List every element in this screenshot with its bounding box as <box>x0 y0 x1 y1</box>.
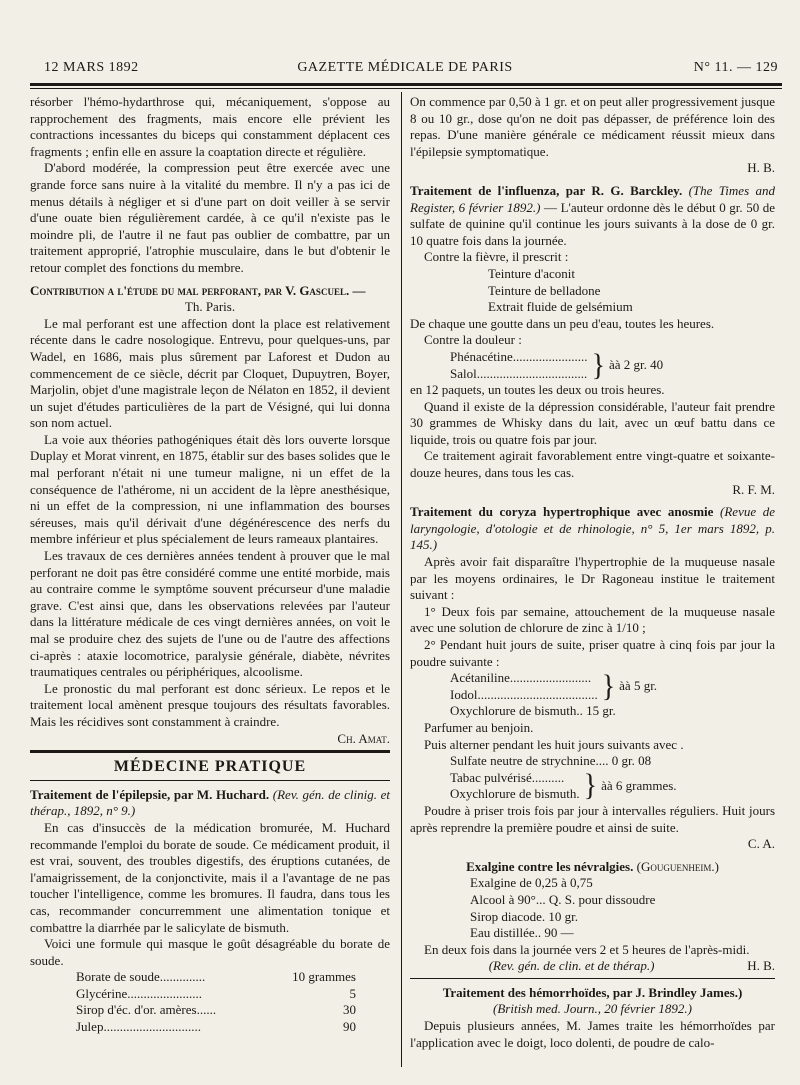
article-title-influenza <box>410 183 775 249</box>
article-title-epilepsie <box>30 787 390 820</box>
paragraph: On commence par 0,50 à 1 gr. et on peut aller progressivement jusque 8 ou 10 gr., dose qu'on ne doit pas dépasser, de préférence loin des repas. D'une manière générale ce médicament réussit mieux dans l'épilepsie symptomatique. <box>410 94 775 159</box>
prescription-item: Extrait fluide de gelsémium <box>488 299 633 315</box>
paragraph: Depuis plusieurs années, M. James traite les hémorrhoïdes par l'application avec le doigt, loco dolenti, de poudre de calo- <box>410 1018 775 1050</box>
prescription-item: Oxychlorure de bismuth.. 15 gr. <box>450 703 616 719</box>
prescription-item: Eau distillée.. 90 — <box>470 925 574 941</box>
quantity: 30 <box>343 1002 356 1018</box>
signature: H. B. <box>747 160 775 176</box>
paragraph: De chaque une goutte dans un peu d'eau, toutes les heures. <box>410 315 715 331</box>
prescription-item: Sulfate neutre de strychnine.... 0 gr. 08 <box>450 753 652 769</box>
paragraph: Après avoir fait disparaître l'hypertrophie de la muqueuse nasale par les moyens ordinaires, le Dr Ragoneau institue le traitement suivant : <box>410 554 775 603</box>
article-title-text: Traitement du coryza hypertrophique avec anosmie <box>410 504 714 520</box>
article-reference: (Rev. gén. de clin. et de thérap.) <box>488 958 655 974</box>
issue-number: N° 11. — 129 <box>693 60 778 75</box>
formula-row <box>76 986 390 1003</box>
article-author: Th. Paris. <box>184 299 236 315</box>
quantity: àà 2 gr. 40 <box>609 357 664 373</box>
prescription-list <box>470 875 775 941</box>
formula-row <box>76 1019 390 1036</box>
quantity: 5 <box>349 985 356 1001</box>
ingredient: Glycérine....................... <box>76 985 203 1001</box>
prescription-item: Sirop diacode. 10 gr. <box>470 908 578 924</box>
formula-row <box>76 1002 390 1019</box>
paragraph: Parfumer au benjoin. <box>424 719 534 735</box>
journal-title: GAZETTE MÉDICALE DE PARIS <box>297 60 513 75</box>
paragraph: en 12 paquets, un toutes les deux ou trois heures. <box>410 382 665 398</box>
brace-group <box>450 349 775 382</box>
section-rule <box>30 780 390 781</box>
paragraph: résorber l'hémo-hydarthrose qui, mécaniquement, s'oppose au rapprochement des fragments, mais encore elle prévient les contractions incessantes du biceps qui constamment déplacent ces fragments ; enfin elle en assure la coaptation directe et régulière. <box>30 94 390 159</box>
paragraph: 2° Pendant huit jours de suite, priser quatre à cinq fois par jour la poudre suivante : <box>410 637 775 669</box>
column-divider <box>401 92 402 1067</box>
signature: Ch. Amat. <box>337 730 390 746</box>
paragraph: Ce traitement agirait favorablement entre vingt-quatre et soixante-douze heures, dans tous les cas. <box>410 448 775 481</box>
section-rule <box>30 750 390 753</box>
paragraph: Voici une formule qui masque le goût désagréable du borate de soude. <box>30 936 390 968</box>
right-column <box>410 94 775 1051</box>
paragraph: Poudre à priser trois fois par jour à intervalles réguliers. Huit jours après reprendre la première poudre et ainsi de suite. <box>410 802 775 835</box>
issue-date: 12 MARS 1892 <box>44 60 139 75</box>
paragraph: Le mal perforant est une affection dont la place est relativement récente dans le cadre nosologique. Entrevu, pour quelques-uns, par Wadel, en 1686, mais plus sûrement par Laforest et Dudon au commencement de ce siècle, décrit par Cloquet, Dupuytren, Boyer, Marjolin, objet d'une magistrale leçon de Nélaton en 1852, il devient un sujet d'études particulières de la part de Vésigné, qui lui donna son nom actuel. <box>30 315 390 431</box>
article-title-text: Exalgine contre les névralgies. <box>466 858 634 874</box>
article-title-hemorrhoides: Traitement des hémorrhoïdes, par J. Brindley James.) <box>442 984 743 1000</box>
ingredient: Sirop d'éc. d'or. amères...... <box>76 1002 217 1018</box>
quantity: àà 5 gr. <box>619 678 658 694</box>
article-title-exalgine <box>410 859 775 876</box>
prescription-item: Iodol..................................... <box>450 686 598 702</box>
paragraph: Contre la douleur : <box>424 332 522 348</box>
prescription-item: Oxychlorure de bismuth. <box>450 786 580 802</box>
article-author: (Gouguenheim.) <box>636 858 719 874</box>
prescription-item: Acétaniline......................... <box>450 670 592 686</box>
quantity: 10 grammes <box>292 969 356 985</box>
article-reference: (The Times and Register, 6 février 1892.) <box>410 182 776 215</box>
prescription-item: Alcool à 90°... Q. S. pour dissoudre <box>470 891 656 907</box>
article-title-text: Traitement de l'épilepsie, par M. Huchard. <box>30 786 270 802</box>
header-rule-thin <box>30 88 782 89</box>
prescription-item: Teinture d'aconit <box>488 265 575 281</box>
brace-group <box>450 770 775 803</box>
paragraph: Quand il existe de la dépression considérable, l'auteur fait prendre 30 grammes de Whisky dans du lait, avec un œuf battu dans ce liquide, trois ou quatre fois par jour. <box>410 398 775 447</box>
quantity: 90 <box>343 1019 356 1035</box>
page-header <box>30 58 780 80</box>
article-title-text: Contribution a l'étude du mal perforant, par V. Gascuel. — <box>30 282 366 298</box>
ingredient: Borate de soude.............. <box>76 969 206 985</box>
paragraph: Les travaux de ces dernières années tendent à prouver que le mal perforant ne doit pas être considéré comme une entité morbide, mais au contraire comme le symptôme souvent précurseur d'une maladie grave. C'est ainsi que, dans les observations relevées par l'auteur dans la littérature médicale de ces vingt dernières années, on voit le mal se produire chez des sujets de l'une ou de l'autre des affections ci-après : ataxie locomotrice, paralysie générale, diabète, névrites traumatiques centrales ou périphériques, alcoolisme. <box>30 548 390 680</box>
signature: C. A. <box>747 836 775 852</box>
article-title-text: Traitement de l'influenza, par R. G. Barckley. <box>410 182 683 198</box>
prescription-item: Exalgine de 0,25 à 0,75 <box>470 875 593 891</box>
signature: H. B. <box>747 958 775 974</box>
formula-list <box>76 969 390 1035</box>
article-lead: — L'auteur ordonne dès le début 0 gr. 50 de sulfate de quinine qu'il continue les jours suivants à la dose de 0 gr. 10 quatre fois dans la journée. <box>410 199 776 248</box>
paragraph: Le pronostic du mal perforant est donc sérieux. Le repos et le traitement local amènent presque toujours des résultats favorables. Mais les récidives sont constamment à craindre. <box>30 680 390 729</box>
section-heading: MÉDECINE PRATIQUE <box>113 758 307 776</box>
brace-items <box>450 770 580 803</box>
formula-row <box>76 969 390 986</box>
quantity: àà 6 grammes. <box>601 778 677 794</box>
paragraph: 1° Deux fois par semaine, attouchement de la muqueuse nasale avec une solution de chlorure de zinc à 1/10 ; <box>410 603 775 636</box>
article-reference: (Rev. gén. de clinig. et thérap., 1892, n° 9.) <box>30 786 391 819</box>
brace-glyph: } <box>583 768 598 803</box>
paragraph-text: En deux fois dans la journée vers 2 et 5 heures de l'après-midi. <box>424 941 750 957</box>
paragraph: En cas d'insuccès de la médication bromurée, M. Huchard recommande l'emploi du borate de soude. Ce médicament produit, il est vrai, souvent, des troubles digestifs, des éruptions cutanées, de l'amaigrissement, de la conjonctivite, mais il a l'avantage de ne pas toucher l'intelligence, comme les bromures. Il faudra, dans tous les cas, recommander concurremment une alimentation tonique et combattre la diarrhée par le salicylate de bismuth. <box>30 819 390 935</box>
paragraph: Puis alterner pendant les huit jours suivants avec . <box>424 736 684 752</box>
brace-glyph: } <box>601 669 616 704</box>
brace-group <box>450 670 775 703</box>
prescription-item: Tabac pulvérisé.......... <box>450 769 565 785</box>
brace-items <box>450 349 588 382</box>
ingredient: Julep.............................. <box>76 1019 201 1035</box>
prescription-list <box>488 266 775 316</box>
paragraph: La voie aux théories pathogéniques était dès lors ouverte lorsque Duplay et Morat vinrent, en 1875, établir sur des bases solides que le mal perforant n'était ni une tumeur maligne, ni un effet de la conséquence de l'athérome, ni un accident de la lèpre anesthésique, ni un effet de la compression, ni une inflammation des bourses séreuses, mais qu'il dérivait d'une dégénérescence des nerfs du membre inférieur et plus spécialement de leurs rameaux plantaires. <box>30 431 390 547</box>
left-column <box>30 94 390 1036</box>
prescription-item: Phénacétine....................... <box>450 348 588 364</box>
header-rule-thick <box>30 83 782 86</box>
paragraph: D'abord modérée, la compression peut être exercée avec une grande force sans nuire à la vitalité du membre. Il n'y a pas ici de menus détails à négliger et si d'une part on doit veiller à se servir d'une ouate bien régulièrement cardée, à ce qu'il n'existe pas le moindre pli, de l'autre il ne faut pas oublier de combattre, par un traitement approprié, l'atrophie musculaire, dans le but d'obtenir le retour complet des fonctions du membre. <box>30 160 390 275</box>
brace-glyph: } <box>591 347 606 382</box>
article-title-mal-perforant <box>30 283 390 300</box>
article-rule <box>410 978 775 979</box>
prescription-item: Teinture de belladone <box>488 282 601 298</box>
article-reference: (Revue de laryngologie, d'otologie et de rhinologie, n° 5, 1er mars 1892, p. 145.) <box>410 504 775 553</box>
signature: R. F. M. <box>732 481 775 497</box>
article-reference: (British med. Journ., 20 février 1892.) <box>493 1001 692 1017</box>
article-title-coryza <box>410 504 775 554</box>
prescription-item: Salol.................................. <box>450 365 588 381</box>
brace-items <box>450 670 598 703</box>
paragraph: Contre la fièvre, il prescrit : <box>424 249 569 265</box>
